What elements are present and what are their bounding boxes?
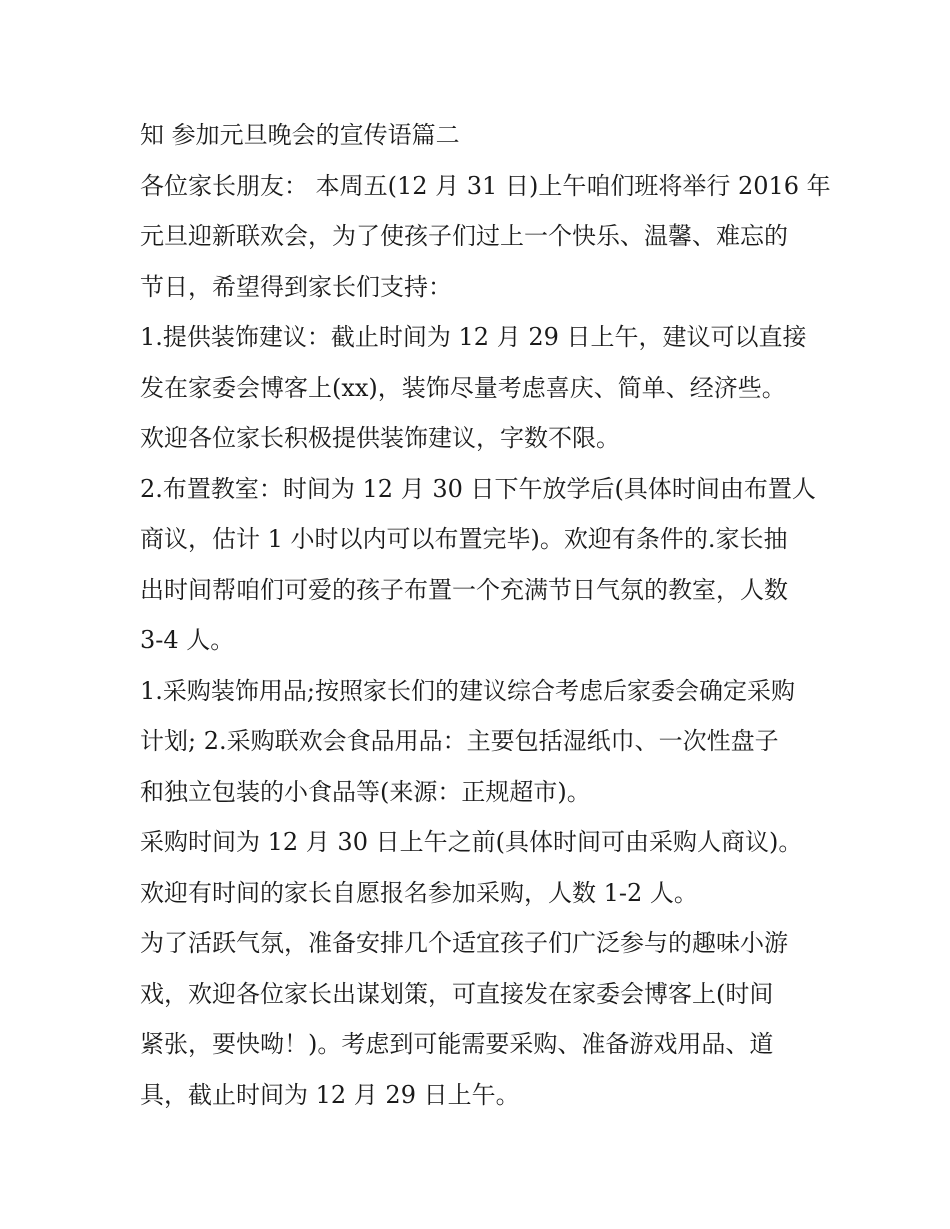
text-line: 各位家长朋友： 本周五(12 月 31 日)上午咱们班将举行 2016 年: [140, 171, 831, 200]
text-line: 具，截止时间为 12 月 29 日上午。: [140, 1080, 520, 1109]
text-line: 2.布置教室：时间为 12 月 30 日下午放学后(具体时间由布置人: [140, 474, 816, 503]
text-line: 欢迎有时间的家长自愿报名参加采购，人数 1-2 人。: [140, 878, 698, 907]
text-line: 3-4 人。: [140, 626, 235, 654]
text-line: 紧张，要快呦！)。考虑到可能需要采购、准备游戏用品、道: [140, 1030, 774, 1058]
text-line: 1.采购装饰用品;按照家长们的建议综合考虑后家委会确定采购: [140, 676, 795, 705]
text-line: 欢迎各位家长积极提供装饰建议，字数不限。: [140, 424, 620, 452]
text-line: 商议，估计 1 小时以内可以布置完毕)。欢迎有条件的.家长抽: [140, 525, 788, 553]
text-line: 元旦迎新联欢会，为了使孩子们过上一个快乐、温馨、难忘的: [140, 222, 788, 250]
document-title: 知 参加元旦晚会的宣传语篇二: [140, 121, 460, 149]
document-body: [140, 110, 830, 1120]
text-line: 计划; 2.采购联欢会食品用品：主要包括湿纸巾、一次性盘子: [140, 727, 779, 755]
text-line: 和独立包装的小食品等(来源：正规超市)。: [140, 777, 591, 806]
text-line: 戏，欢迎各位家长出谋划策，可直接发在家委会博客上(时间: [140, 979, 774, 1008]
text-line: 发在家委会博客上(xx)，装饰尽量考虑喜庆、简单、经济些。: [140, 373, 786, 402]
text-line: 节日，希望得到家长们支持：: [140, 272, 452, 301]
text-line: 1.提供装饰建议：截止时间为 12 月 29 日上午，建议可以直接: [140, 323, 807, 351]
text-line: 采购时间为 12 月 30 日上午之前(具体时间可由采购人商议)。: [140, 828, 803, 856]
text-line: 出时间帮咱们可爱的孩子布置一个充满节日气氛的教室，人数: [140, 575, 788, 604]
text-line: 为了活跃气氛，准备安排几个适宜孩子们广泛参与的趣味小游: [140, 929, 788, 957]
